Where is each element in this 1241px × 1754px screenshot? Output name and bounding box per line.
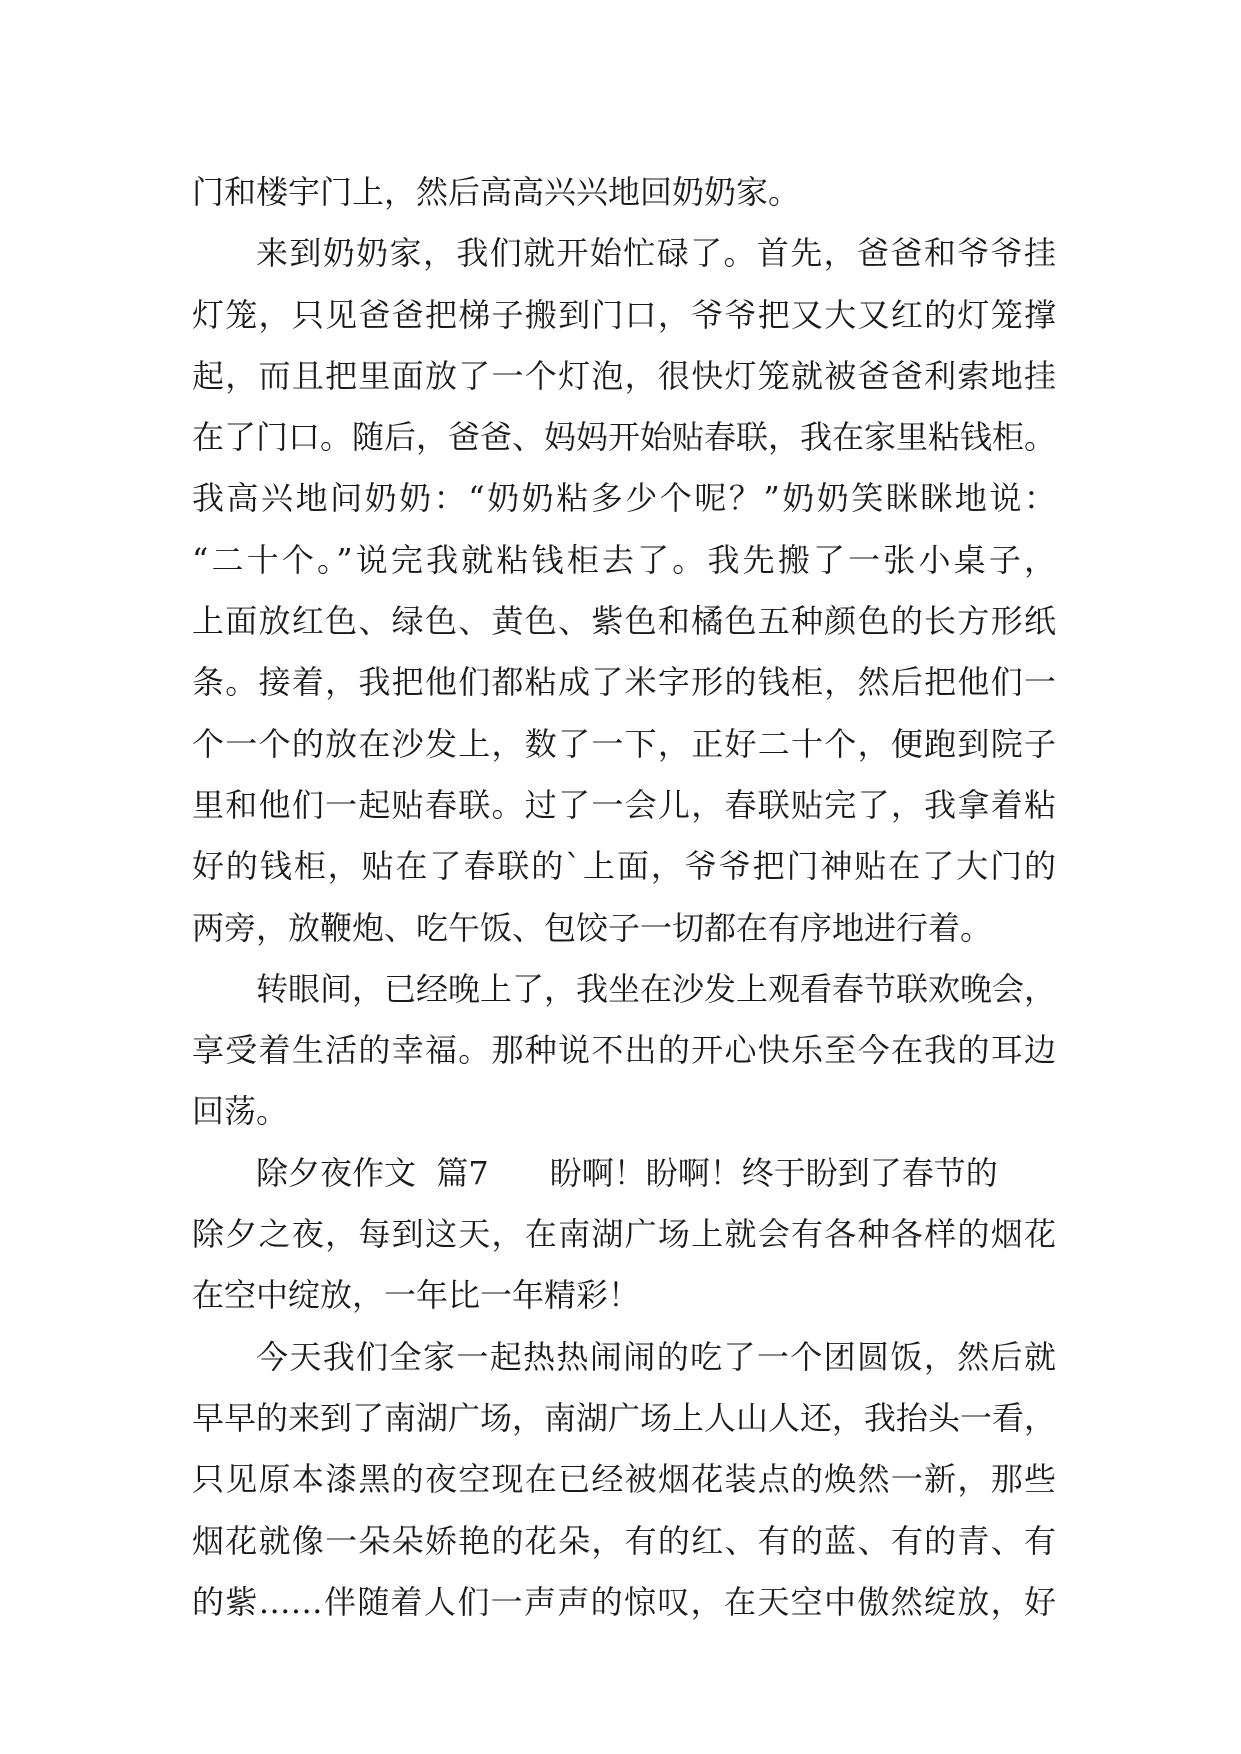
text-line: 的紫……伴随着人们一声声的惊叹，在天空中傲然绽放，好 [192,1582,1056,1621]
text-line: 来到奶奶家，我们就开始忙碌了。首先，爸爸和爷爷挂 [256,234,1056,273]
text-line: 享受着生活的幸福。那种说不出的开心快乐至今在我的耳边 [192,1031,1056,1070]
text-line: 早早的来到了南湖广场，南湖广场上人山人还，我抬头一看， [192,1398,1057,1437]
text-line: 只见原本漆黑的夜空现在已经被烟花装点的焕然一新，那些 [192,1460,1056,1499]
text-line: 回荡。 [192,1092,289,1131]
text-line: 转眼间，已经晚上了，我坐在沙发上观看春节联欢晚会， [256,969,1057,1008]
document-text-body [192,162,1056,1633]
section-heading-line: 除夕夜作文 篇7 盼啊！盼啊！终于盼到了春节的 [256,1153,998,1192]
text-line: 两旁，放鞭炮、吃午饭、包饺子一切都在有序地进行着。 [192,908,993,947]
text-line: 在空中绽放，一年比一年精彩！ [192,1276,641,1315]
text-line: 在了门口。随后，爸爸、妈妈开始贴春联，我在家里粘钱柜。 [192,418,1057,457]
text-line: 烟花就像一朵朵娇艳的花朵，有的红、有的蓝、有的青、有 [192,1521,1056,1560]
text-line: 我高兴地问奶奶：“奶奶粘多少个呢？”奶奶笑眯眯地说： [192,479,1056,518]
text-line: 灯笼，只见爸爸把梯子搬到门口，爷爷把又大又红的灯笼撑 [192,295,1056,334]
text-line: 条。接着，我把他们都粘成了米字形的钱柜，然后把他们一 [192,663,1056,702]
text-line: 今天我们全家一起热热闹闹的吃了一个团圆饭，然后就 [256,1337,1056,1376]
text-line: 除夕之夜，每到这天，在南湖广场上就会有各种各样的烟花 [192,1215,1056,1254]
text-line: 好的钱柜，贴在了春联的`上面，爷爷把门神贴在了大门的 [192,847,1056,886]
text-line: “二十个。”说完我就粘钱柜去了。我先搬了一张小桌子， [192,540,1056,579]
text-line: 个一个的放在沙发上，数了一下，正好二十个，便跑到院子 [192,724,1056,763]
text-line: 门和楼宇门上，然后高高兴兴地回奶奶家。 [192,173,801,211]
text-line: 起，而且把里面放了一个灯泡，很快灯笼就被爸爸利索地挂 [192,356,1056,395]
text-line: 上面放红色、绿色、黄色、紫色和橘色五种颜色的长方形纸 [192,602,1056,641]
text-line: 里和他们一起贴春联。过了一会儿，春联贴完了，我拿着粘 [192,785,1056,824]
